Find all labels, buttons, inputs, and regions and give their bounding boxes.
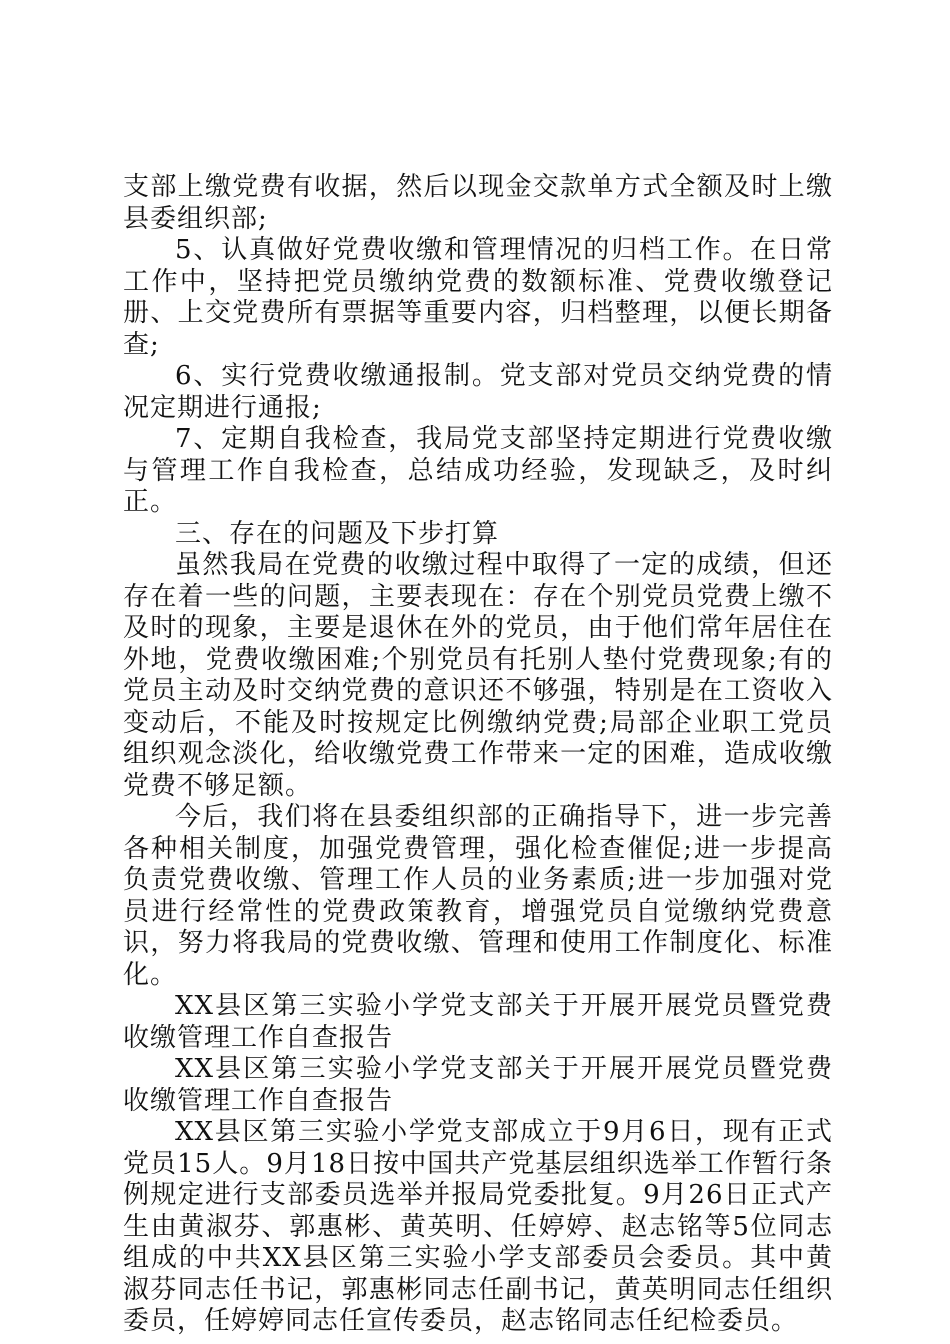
paragraph-item-5: 5、认真做好党费收缴和管理情况的归档工作。在日常工作中，坚持把党员缴纳党费的数额标准、党费收缴登记册、上交党费所有票据等重要内容，归档整理，以便长期备查; (123, 235, 833, 360)
report-title-repeat: XX县区第三实验小学党支部关于开展开展党员暨党费收缴管理工作自查报告 (123, 1054, 833, 1116)
report-title: XX县区第三实验小学党支部关于开展开展党员暨党费收缴管理工作自查报告 (123, 991, 833, 1053)
paragraph-future-plans: 今后，我们将在县委组织部的正确指导下，进一步完善各种相关制度，加强党费管理，强化检查催促;进一步提高负责党费收缴、管理工作人员的业务素质;进一步加强对党员进行经常性的党费政策教育，增强党员自觉缴纳党费意识，努力将我局的党费收缴、管理和使用工作制度化、标准化。 (123, 802, 833, 990)
document-body (123, 172, 833, 1338)
paragraph-problems: 虽然我局在党费的收缴过程中取得了一定的成绩，但还存在着一些的问题，主要表现在：存在个别党员党费上缴不及时的现象，主要是退休在外的党员，由于他们常年居住在外地，党费收缴困难;个别党员有托别人垫付党费现象;有的党员主动及时交纳党费的意识还不够强，特别是在工资收入变动后，不能及时按规定比例缴纳党费;局部企业职工党员组织观念淡化，给收缴党费工作带来一定的困难，造成收缴党费不够足额。 (123, 550, 833, 801)
paragraph-item-7: 7、定期自我检查，我局党支部坚持定期进行党费收缴与管理工作自我检查，总结成功经验，发现缺乏，及时纠正。 (123, 424, 833, 517)
section-heading-problems-plans: 三、存在的问题及下步打算 (175, 518, 500, 549)
paragraph-branch-founding: XX县区第三实验小学党支部成立于9月6日，现有正式党员15人。9月18日按中国共产党基层组织选举工作暂行条例规定进行支部委员选举并报局党委批复。9月26日正式产生由黄淑芬、郭惠彬、黄英明、任婷婷、赵志铭等5位同志组成的中共XX县区第三实验小学支部委员会委员。其中黄淑芬同志任书记，郭惠彬同志任副书记，黄英明同志任组织委员，任婷婷同志任宣传委员，赵志铭同志任纪检委员。 (123, 1117, 833, 1336)
paragraph-item-6: 6、实行党费收缴通报制。党支部对党员交纳党费的情况定期进行通报; (123, 361, 833, 423)
paragraph-continuation: 支部上缴党费有收据，然后以现金交款单方式全额及时上缴县委组织部; (123, 172, 833, 234)
